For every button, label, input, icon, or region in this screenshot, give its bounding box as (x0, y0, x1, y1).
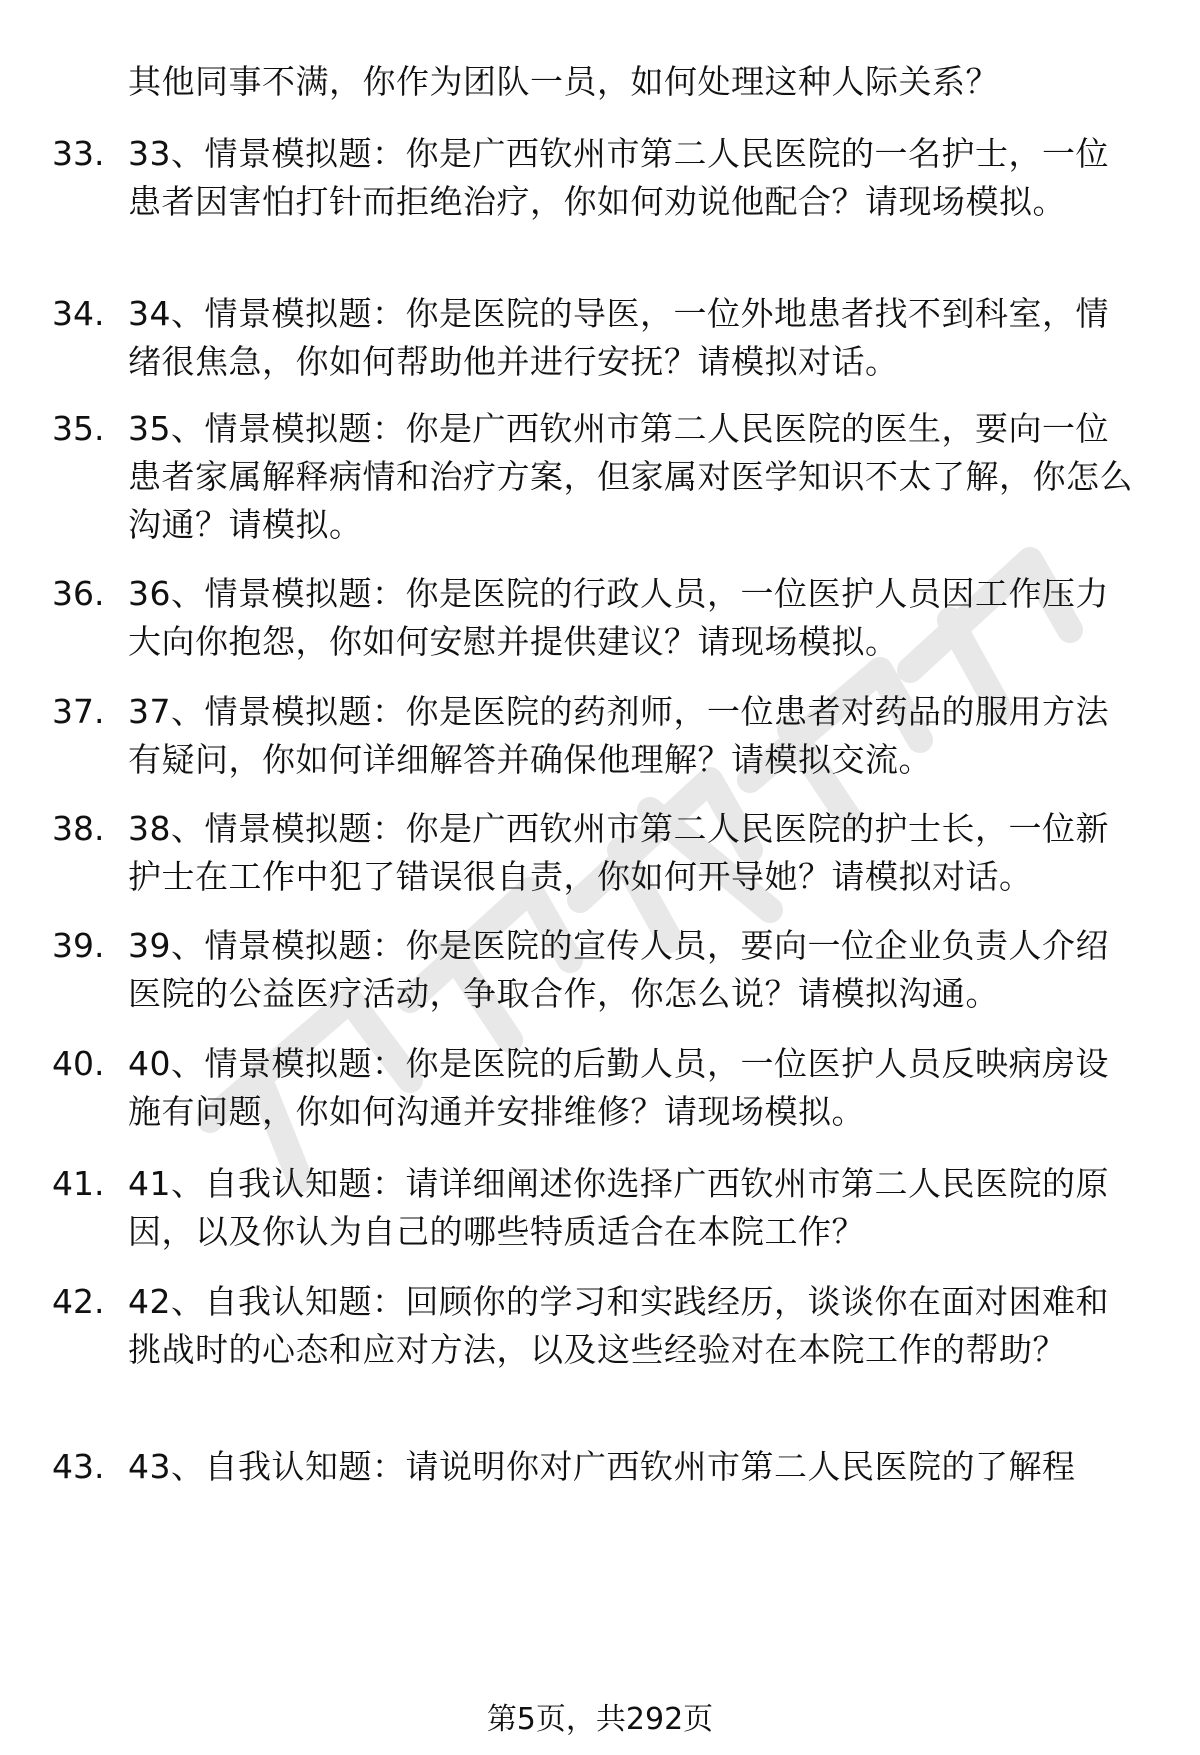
item-text: 38、情景模拟题：你是广西钦州市第二人民医院的护士长，一位新护士在工作中犯了错误很自责，你如何开导她？请模拟对话。 (128, 809, 1109, 896)
list-item (52, 405, 1142, 549)
list-item (52, 1443, 1142, 1491)
list-item (52, 688, 1142, 784)
item-text: 40、情景模拟题：你是医院的后勤人员，一位医护人员反映病房设施有问题，你如何沟通并安排维修？请现场模拟。 (128, 1044, 1109, 1131)
item-number: 35. (52, 409, 105, 448)
item-number: 42. (52, 1282, 105, 1321)
item-text: 39、情景模拟题：你是医院的宣传人员，要向一位企业负责人介绍医院的公益医疗活动，争取合作，你怎么说？请模拟沟通。 (128, 926, 1109, 1013)
item-text: 34、情景模拟题：你是医院的导医，一位外地患者找不到科室，情绪很焦急，你如何帮助他并进行安抚？请模拟对话。 (128, 294, 1109, 381)
item-number: 38. (52, 809, 105, 848)
item-number: 39. (52, 926, 105, 965)
list-item (52, 1160, 1142, 1256)
list-item (52, 290, 1142, 386)
list-item (52, 570, 1142, 666)
item-number: 33. (52, 134, 105, 173)
list-item (52, 1278, 1142, 1374)
page-footer: 第5页，共292页 (486, 1702, 714, 1737)
item-text: 37、情景模拟题：你是医院的药剂师，一位患者对药品的服用方法有疑问，你如何详细解答并确保他理解？请模拟交流。 (128, 692, 1109, 779)
list-item (52, 1040, 1142, 1136)
item-text: 36、情景模拟题：你是医院的行政人员，一位医护人员因工作压力大向你抱怨，你如何安慰并提供建议？请现场模拟。 (128, 574, 1109, 661)
item-text: 41、自我认知题：请详细阐述你选择广西钦州市第二人民医院的原因，以及你认为自己的哪些特质适合在本院工作？ (128, 1164, 1109, 1251)
item-text: 43、自我认知题：请说明你对广西钦州市第二人民医院的了解程 (128, 1447, 1076, 1486)
item-number: 36. (52, 574, 105, 613)
item-number: 37. (52, 692, 105, 731)
item-number: 34. (52, 294, 105, 333)
item-text: 42、自我认知题：回顾你的学习和实践经历，谈谈你在面对困难和挑战时的心态和应对方法，以及这些经验对在本院工作的帮助？ (128, 1282, 1109, 1369)
list-item (52, 922, 1142, 1018)
continued-question-text: 其他同事不满，你作为团队一员，如何处理这种人际关系？ (128, 62, 999, 101)
item-text: 33、情景模拟题：你是广西钦州市第二人民医院的一名护士，一位患者因害怕打针而拒绝治疗，你如何劝说他配合？请现场模拟。 (128, 134, 1109, 221)
item-number: 41. (52, 1164, 105, 1203)
list-item (52, 805, 1142, 901)
item-number: 43. (52, 1447, 105, 1486)
item-text: 35、情景模拟题：你是广西钦州市第二人民医院的医生，要向一位患者家属解释病情和治疗方案，但家属对医学知识不太了解，你怎么沟通？请模拟。 (128, 409, 1133, 544)
item-number: 40. (52, 1044, 105, 1083)
list-item (52, 130, 1142, 226)
